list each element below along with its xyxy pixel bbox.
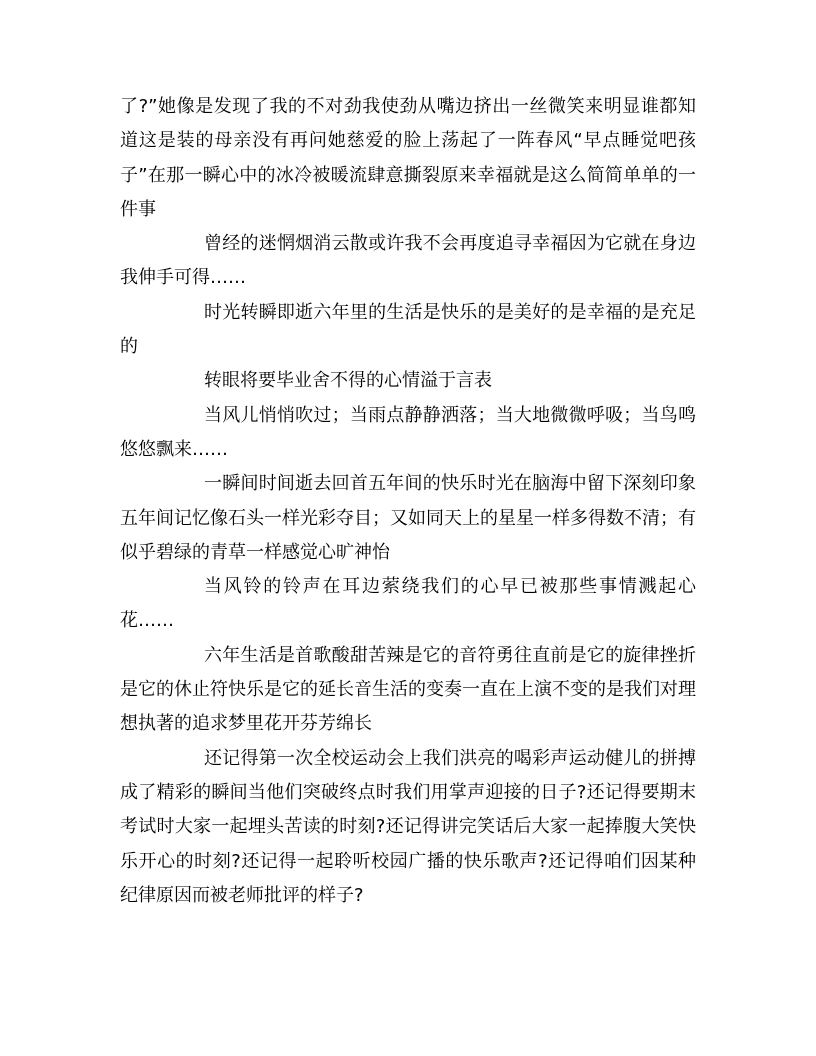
paragraph: 还记得第一次全校运动会上我们洪亮的喝彩声运动健儿的拼搏成了精彩的瞬间当他们突破终点时我们用掌声迎接的日子?还记得要期末考试时大家一起埋头苦读的时刻?还记得讲完笑话后大家一起捧腹大笑快乐开心的时刻?还记得一起聆听校园广播的快乐歌声?还记得咱们因某种纪律原因而被老师批评的样子? [120,747,696,906]
paragraph: 时光转瞬即逝六年里的生活是快乐的是美好的是幸福的是充足的 [120,301,696,358]
document-body [120,90,696,913]
paragraph: 转眼将要毕业舍不得的心情溢于言表 [204,370,492,392]
paragraph: 了?”她像是发现了我的不对劲我使劲从嘴边挤出一丝微笑来明显谁都知道这是装的母亲没有再问她慈爱的脸上荡起了一阵春风“早点睡觉吧孩子”在那一瞬心中的冰冷被暖流肆意撕裂原来幸福就是这么简简单单的一件事 [120,96,696,220]
paragraph: 曾经的迷惘烟消云散或许我不会再度追寻幸福因为它就在身边我伸手可得…… [120,233,696,289]
paragraph: 六年生活是首歌酸甜苦辣是它的音符勇往直前是它的旋律挫折是它的休止符快乐是它的延长音生活的变奏一直在上演不变的是我们对理想执著的追求梦里花开芬芳绵长 [120,644,696,735]
paragraph: 一瞬间时间逝去回首五年间的快乐时光在脑海中留下深刻印象五年间记忆像石头一样光彩夺目；又如同天上的星星一样多得数不清；有似乎碧绿的青草一样感觉心旷神怡 [120,473,696,563]
paragraph: 当风儿悄悄吹过；当雨点静静洒落；当大地微微呼吸；当鸟鸣悠悠飘来…… [120,404,696,460]
paragraph: 当风铃的铃声在耳边萦绕我们的心早已被那些事情溅起心花…… [120,576,696,632]
